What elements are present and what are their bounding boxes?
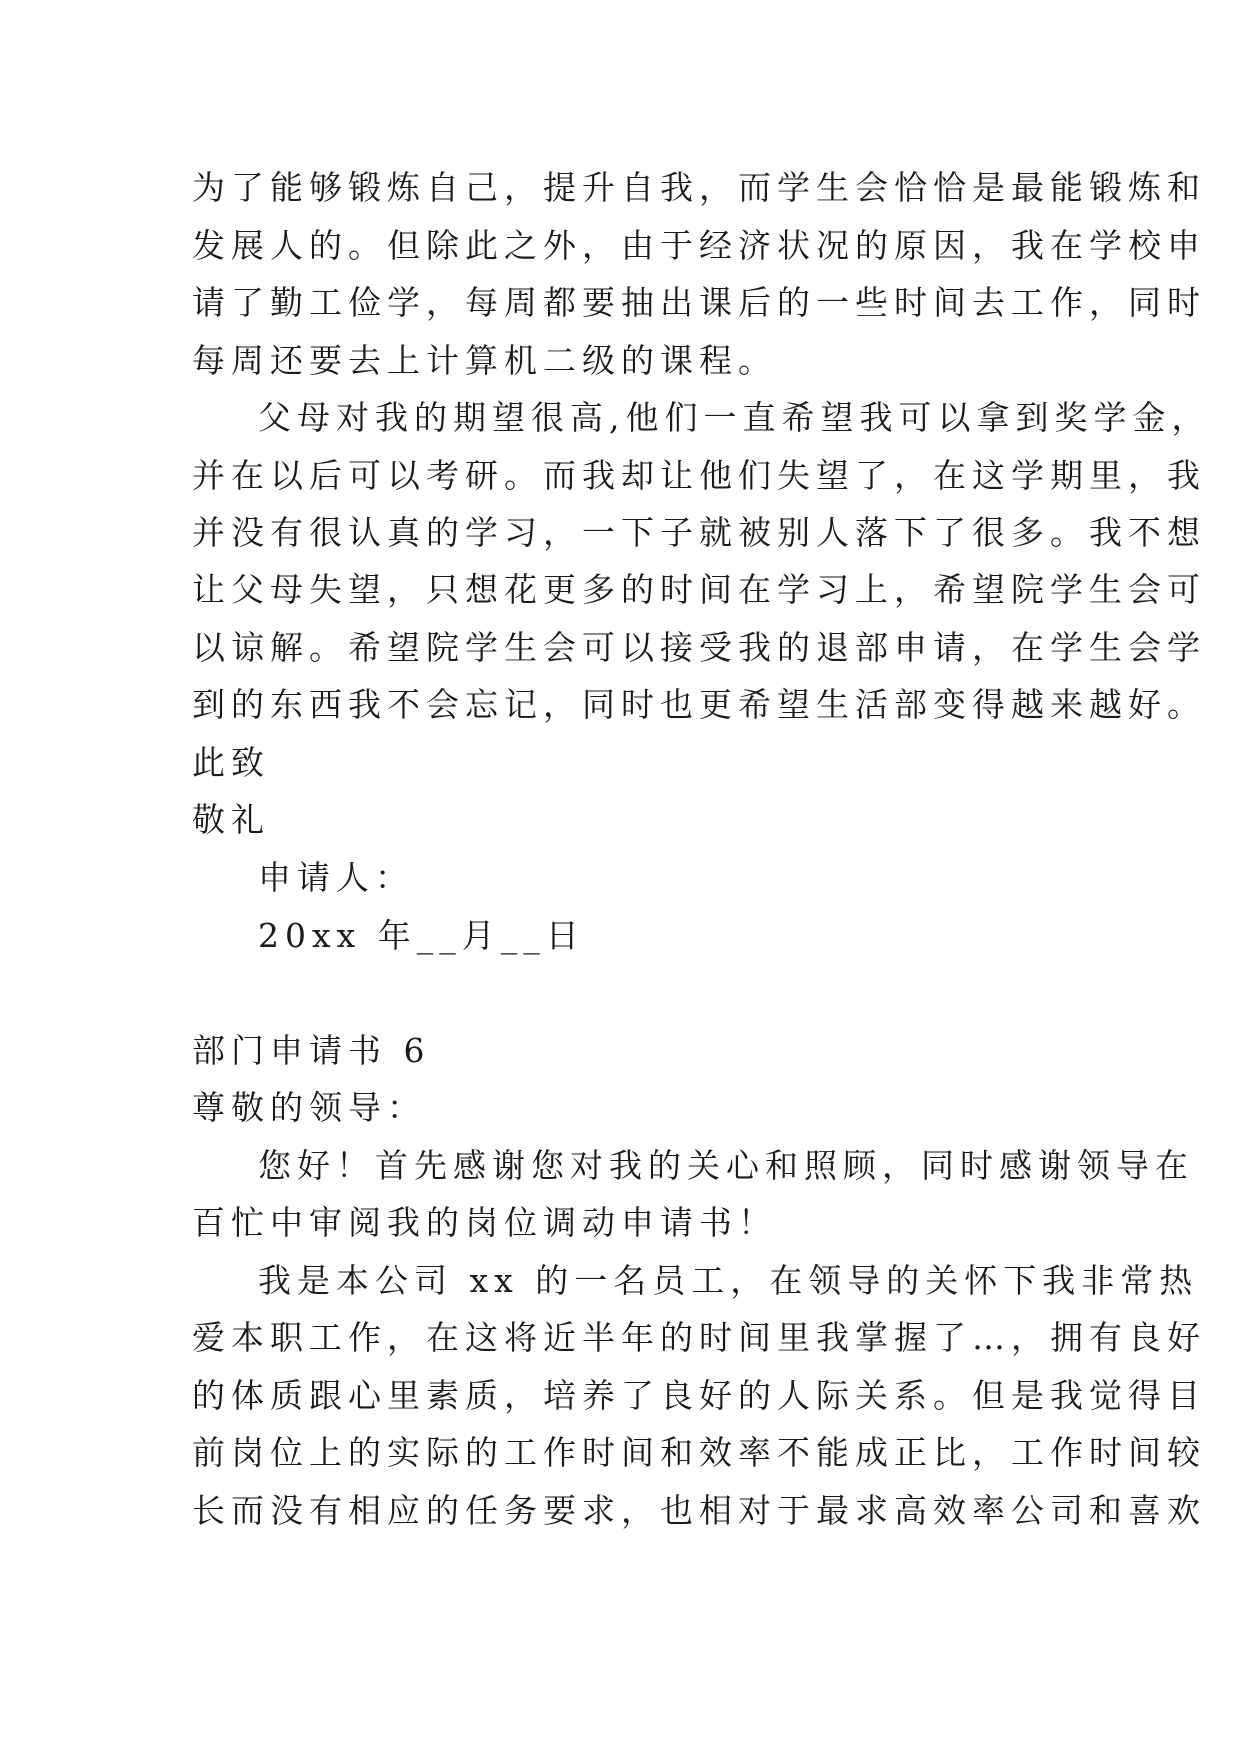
paragraph-line: 让父母失望，只想花更多的时间在学习上，希望院学生会可 (192, 570, 1206, 609)
paragraph-line: 爱本职工作，在这将近半年的时间里我掌握了…，拥有良好 (192, 1318, 1206, 1357)
paragraph-line: 每周还要去上计算机二级的课程。 (192, 341, 777, 380)
paragraph-line: 父母对我的期望很高,他们一直希望我可以拿到奖学金， (258, 398, 1211, 437)
paragraph-line: 请了勤工俭学，每周都要抽出课后的一些时间去工作，同时 (192, 283, 1206, 322)
closing-line: 敬礼 (192, 800, 270, 839)
section-title: 部门申请书 6 (192, 1031, 431, 1070)
paragraph-line: 百忙中审阅我的岗位调动申请书！ (192, 1203, 777, 1242)
paragraph-line: 为了能够锻炼自己，提升自我，而学生会恰恰是最能锻炼和 (192, 168, 1206, 207)
paragraph-line: 到的东西我不会忘记，同时也更希望生活部变得越来越好。 (192, 685, 1206, 724)
paragraph-line: 的体质跟心里素质，培养了良好的人际关系。但是我觉得目 (192, 1376, 1206, 1415)
applicant-label: 申请人： (258, 858, 414, 897)
closing-line: 此致 (192, 743, 270, 782)
date-line: 20xx 年__月__日 (258, 916, 585, 955)
paragraph-line: 并在以后可以考研。而我却让他们失望了，在这学期里，我 (192, 456, 1206, 495)
salutation: 尊敬的领导： (192, 1088, 426, 1127)
paragraph-line: 以谅解。希望院学生会可以接受我的退部申请，在学生会学 (192, 628, 1206, 667)
paragraph-line: 并没有很认真的学习，一下子就被别人落下了很多。我不想 (192, 513, 1206, 552)
paragraph-line: 发展人的。但除此之外，由于经济状况的原因，我在学校申 (192, 226, 1206, 265)
paragraph-line: 前岗位上的实际的工作时间和效率不能成正比，工作时间较 (192, 1433, 1206, 1472)
paragraph-line: 长而没有相应的任务要求，也相对于最求高效率公司和喜欢 (192, 1491, 1206, 1530)
paragraph-line: 您好！首先感谢您对我的关心和照顾，同时感谢领导在 (258, 1146, 1194, 1185)
paragraph-line: 我是本公司 xx 的一名员工，在领导的关怀下我非常热 (258, 1261, 1199, 1300)
